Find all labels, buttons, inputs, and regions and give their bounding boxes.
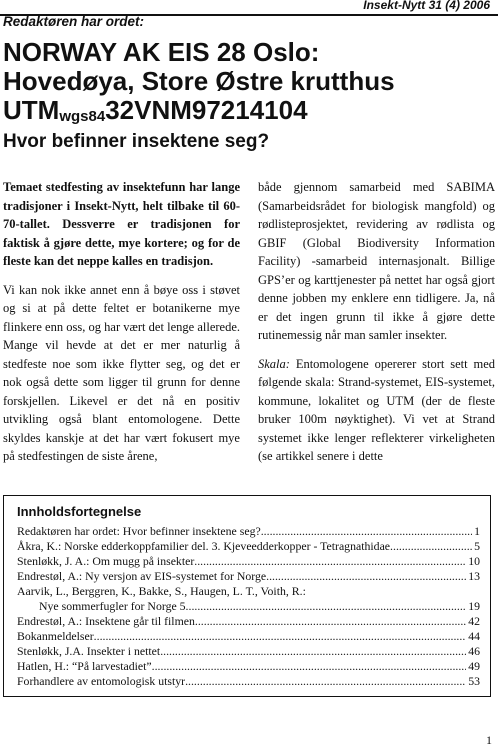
toc-leader — [390, 539, 472, 554]
toc-entry[interactable] — [17, 659, 480, 674]
toc-entry-text: Stenløkk, J. A.: Om mugg på insekter — [17, 554, 195, 568]
toc-entry-text: Redaktøren har ordet: Hvor befinner insektene seg? — [17, 524, 261, 538]
toc-leader — [152, 659, 467, 674]
toc-entry[interactable] — [17, 599, 480, 614]
toc-entry-text: Bokanmeldelser — [17, 629, 94, 643]
toc-entry-text: Hatlen, H.: “På larvestadiet” — [17, 659, 152, 673]
toc-entry-page: 5 — [474, 539, 480, 553]
toc-leader — [195, 614, 466, 629]
toc-entry-page: 10 — [468, 554, 480, 568]
title-line-3-prefix: UTM — [3, 95, 60, 125]
title-line-2: Hovedøya, Store Østre krutthus — [3, 66, 395, 96]
table-of-contents — [3, 495, 491, 697]
title-line-1: NORWAY AK EIS 28 Oslo: — [3, 37, 320, 67]
section-label: Redaktøren har ordet: — [3, 14, 145, 29]
scale-text: Entomologene opererer stort sett med følgende skala: Strand-systemet, EIS-systemet, kommune, lokalitet og UTM (der de fleste bruker 100m nøyktighet). Vi vet at Strand systemet ikke lenger reflekterer virkeligheten (se artikkel senere i dette — [258, 356, 495, 463]
title-line-3-rest: 32VNM97214104 — [105, 95, 308, 125]
toc-entry-text: Nye sommerfugler for Norge 5 — [39, 599, 186, 613]
toc-entry[interactable] — [17, 554, 480, 569]
toc-entry-page: 53 — [468, 674, 480, 688]
lead-paragraph: Temaet stedfesting av insektefunn har lange tradisjoner i Insekt-Nytt, helt tilbake til 60-70-tallet. Dessverre er tradisjonen for faktisk å gjøre dette, mye kortere; og for de fleste kan det neppe kalles en tradisjon. — [3, 180, 240, 268]
toc-leader — [266, 569, 466, 584]
toc-entry-text: Endrestøl, A.: Ny versjon av EIS-systemet for Norge — [17, 569, 267, 583]
toc-entry-page: 44 — [468, 629, 480, 643]
toc-entry[interactable] — [17, 614, 480, 629]
toc-leader — [185, 674, 466, 689]
toc-entry-page: 19 — [468, 599, 480, 613]
body-paragraph-1: Vi kan nok ikke annet enn å bøye oss i støvet og si at på dette feltet er botanikerne mye flinkere enn oss, og har vært det lenge allerede. Mange vil hevde at det er mer naturlig å stedfeste noe som ikke flytter seg, og det er nok også dette som ligger til grunn for denne forskjellen. Likevel er det nå en positiv utvikling også blant entomologene. Dette skyldes kanskje at det har vært fokusert mye på stedfestingen de siste årene, — [3, 282, 240, 463]
column-left — [3, 178, 240, 476]
toc-leader — [160, 644, 466, 659]
toc-entry-page: 49 — [468, 659, 480, 673]
toc-leader — [94, 629, 467, 644]
toc-entry-text: Aarvik, L., Berggren, K., Bakke, S., Haugen, L. T., Voith, R.: — [17, 584, 306, 598]
toc-leader — [186, 599, 467, 614]
toc-entry[interactable] — [17, 629, 480, 644]
toc-entry-authors — [17, 584, 480, 599]
toc-entry-page: 46 — [468, 644, 480, 658]
toc-leader — [194, 554, 466, 569]
toc-entry-text: Endrestøl, A.: Insektene går til filmen — [17, 614, 195, 628]
toc-entry[interactable] — [17, 524, 480, 539]
toc-entry-page: 1 — [474, 524, 480, 538]
article-title — [3, 38, 493, 131]
column-right — [258, 178, 495, 476]
toc-entry-text: Forhandlere av entomologisk utstyr — [17, 674, 186, 688]
toc-entry[interactable] — [17, 569, 480, 584]
toc-list — [17, 524, 480, 689]
body-paragraph-3 — [258, 355, 495, 466]
toc-entry-page: 42 — [468, 614, 480, 628]
toc-entry-page: 13 — [468, 569, 480, 583]
toc-leader — [261, 524, 472, 539]
toc-title: Innholdsfortegnelse — [17, 504, 142, 519]
page-number: 1 — [486, 733, 492, 747]
toc-entry[interactable] — [17, 539, 480, 554]
toc-entry-text: Stenløkk, J.A. Insekter i nettet — [17, 644, 161, 658]
article-subtitle: Hvor befinner insektene seg? — [3, 131, 270, 152]
toc-entry-text: Åkra, K.: Norske edderkoppfamilier del. 3. Kjeveedderkopper - Tetragnathidae — [17, 539, 391, 553]
toc-entry[interactable] — [17, 644, 480, 659]
title-line-3-sub: wgs84 — [59, 108, 106, 125]
body-paragraph-2: både gjennom samarbeid med SABIMA (Samarbeidsrådet for biologisk mangfold) og rødlisteprosjektet, revidering av rødlista og GBIF (Global Biodiversity Information Facility) -samarbeid internasjonalt. Billige GPS’er og karttjenester på nettet har også gjort denne jobben my enklere enn tidligere. Ja, nå er det ingen grunn til ikke å gjøre dette rutinemessig når man samler insekter. — [258, 180, 495, 342]
scale-label: Skala: — [258, 356, 290, 371]
journal-title: Insekt-Nytt 31 (4) 2006 — [363, 0, 490, 12]
toc-entry[interactable] — [17, 674, 480, 689]
